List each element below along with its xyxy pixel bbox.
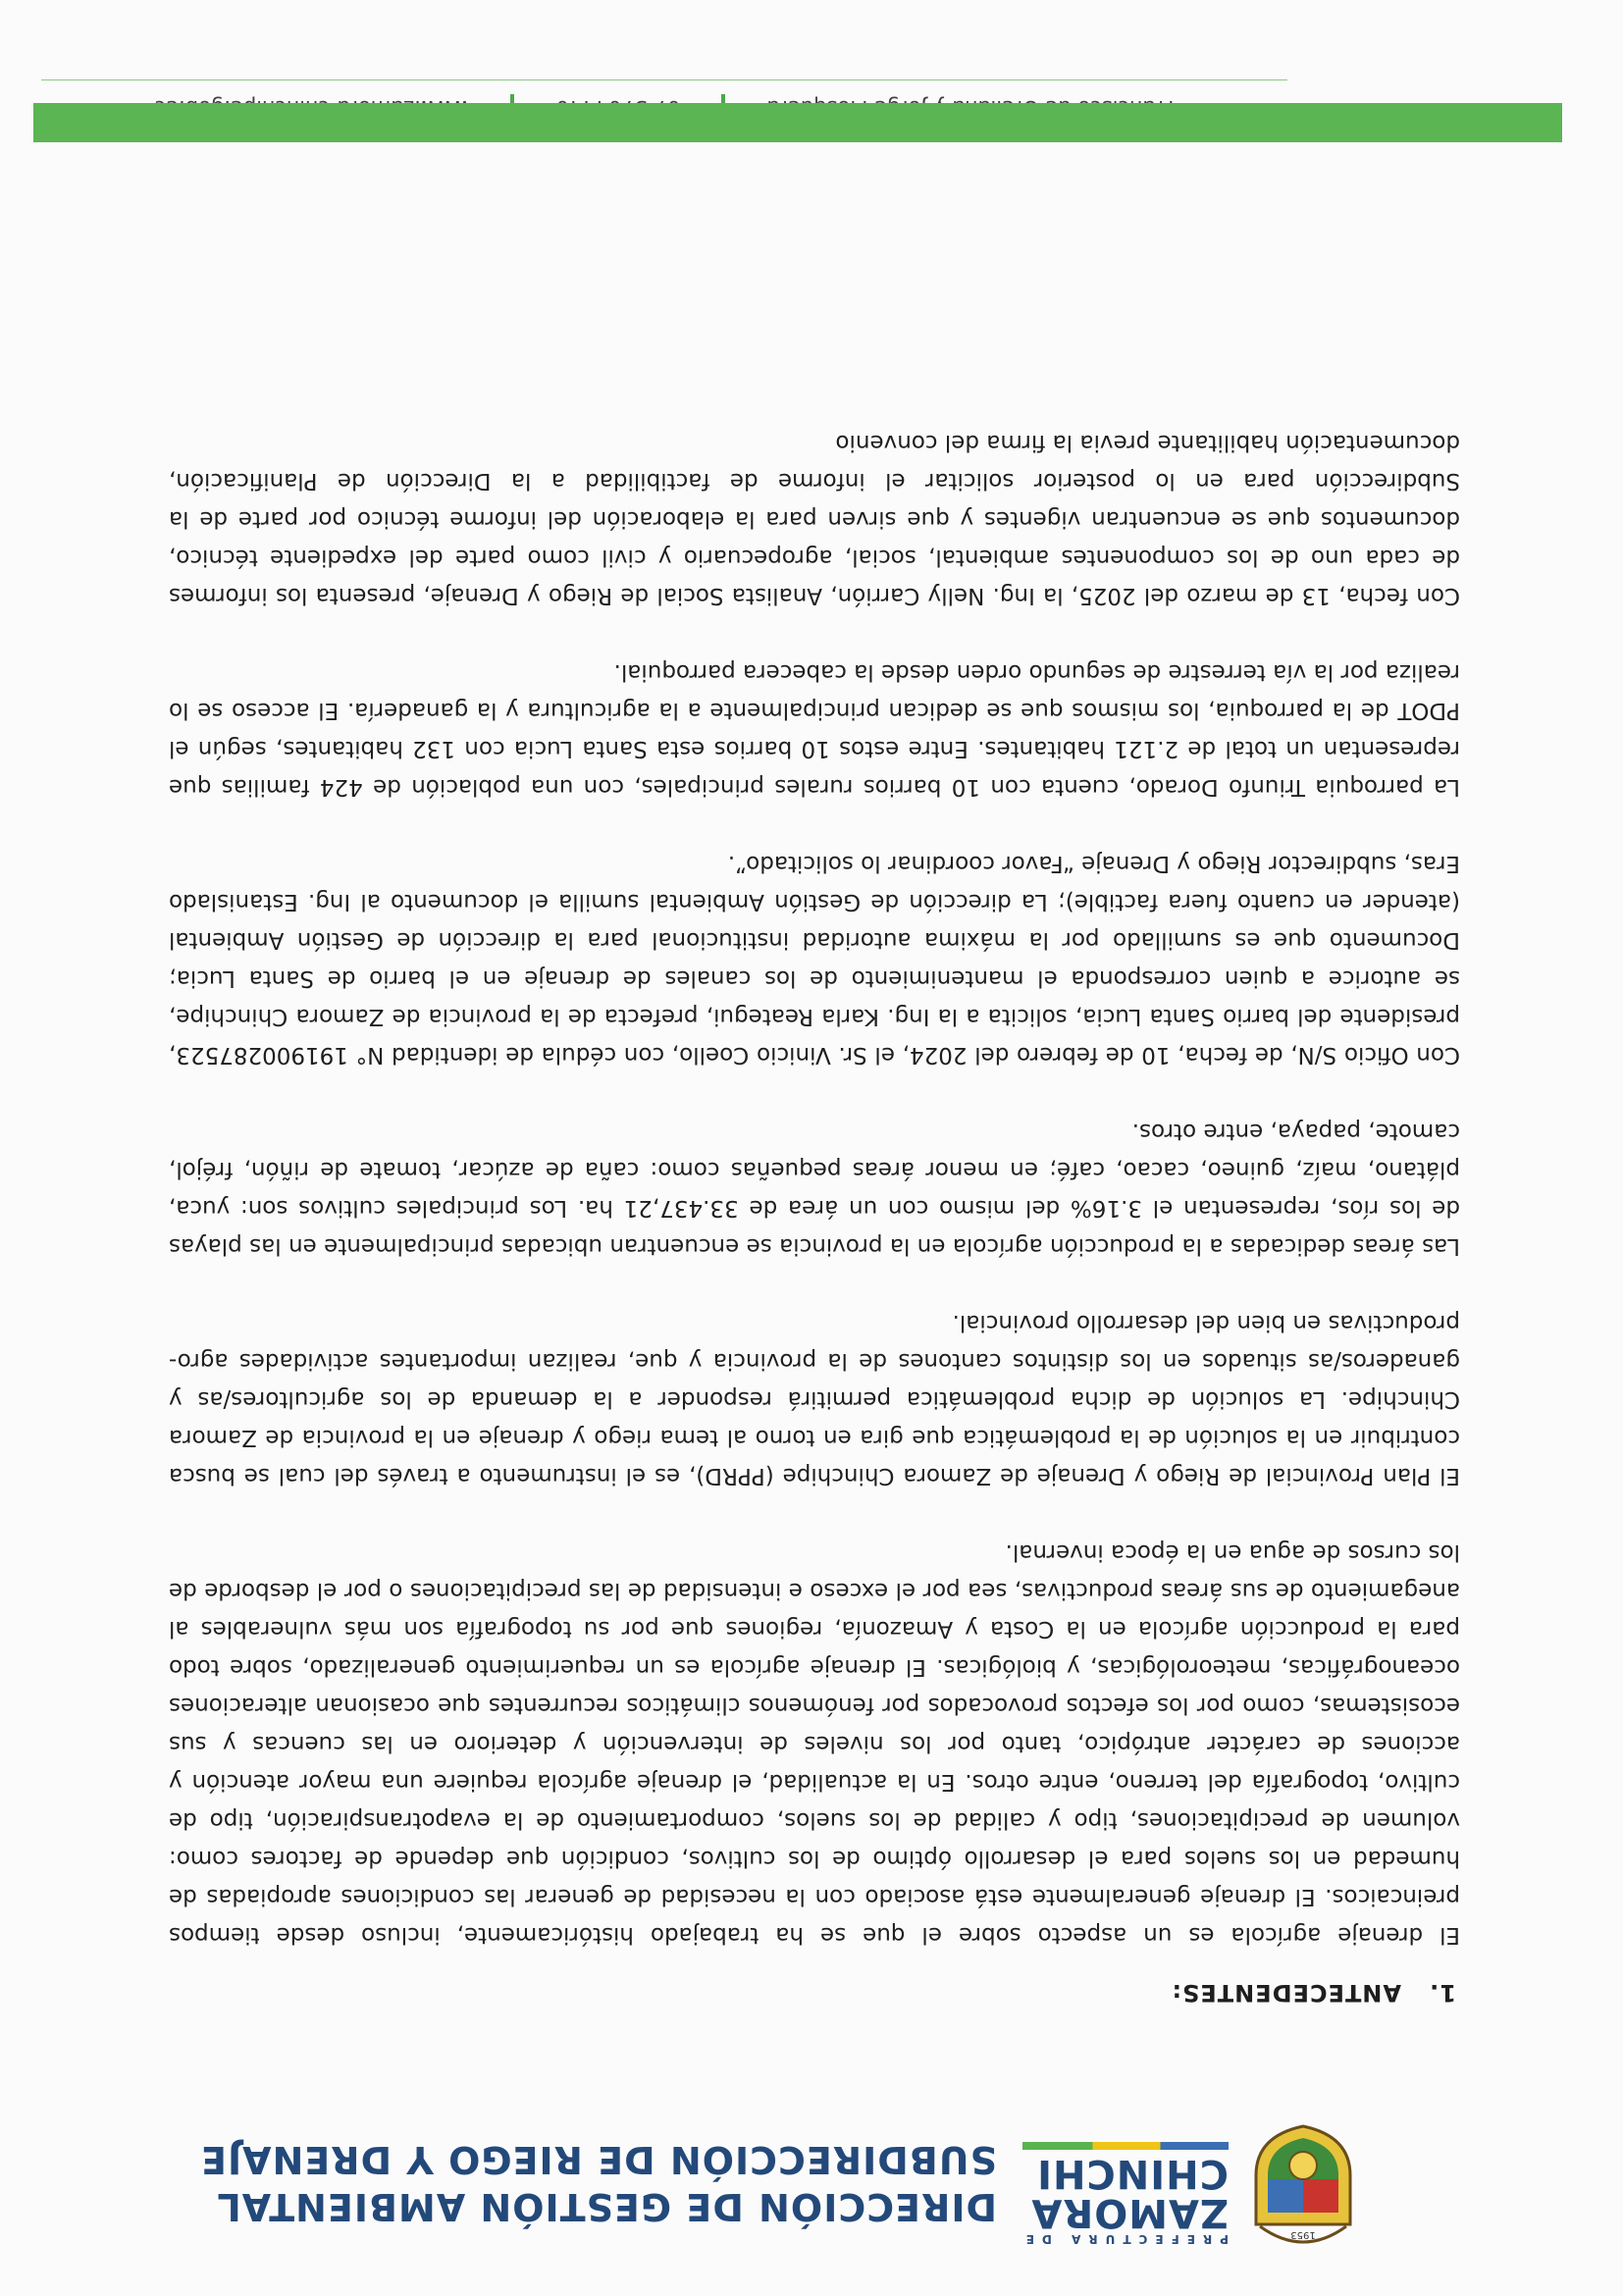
letterhead [0,2119,1358,2252]
department-line1: DIRECCIÓN DE GESTIÓN AMBIENTAL [216,2185,997,2228]
section-title: ANTECEDENTES: [1171,1979,1401,2007]
paragraph-informes: Con fecha, 13 de marzo del 2025, la Ing. Nelly Carrión, Analista Social de Riego y Drenaje, presenta los informes de cada uno de los componentes ambiental, social, agropecuario y civil como parte del expediente técnico, documentos que se encuentran vigentes y que sirven para la elaboración del informe técnico por parte de la Subdirección para en lo posterior solicitar el informe de factibilidad a la Dirección de Planificación, documentación habilitante previa la firma del convenio [169,430,1460,608]
brand-block [1019,2142,1229,2246]
section-heading [169,1973,1456,2011]
brand-name-line2: CHINCHI [1036,2151,1229,2196]
brand-prefix: PREFECTURA DE [1018,2232,1229,2246]
paragraph-areas-agricolas: Las áreas dedicadas a la producción agrícola en la provincia se encuentran ubicadas principalmente en las playas de los ríos, representan el 3.16% del mismo con un área de 33.437,21 ha. Los principales cultivos son: yuca, plátano, maíz, guineo, cacao, café; en menor áreas pequeñas como: caña de azúcar, tomate de riñón, fréjol, camote, papaya, entre otros. [169,1119,1460,1259]
bottom-green-bar [33,103,1562,142]
department-title [200,2136,997,2230]
coat-of-arms-icon [1244,2124,1362,2252]
brand-name-line1: ZAMORA [1030,2190,1229,2235]
section-number: 1. [1429,1979,1456,2007]
document-body [169,385,1460,2011]
brand-color-strip [1022,2142,1229,2150]
paragraph-oficio: Con Oficio S/N, de fecha, 10 de febrero del 2024, el Sr. Vinicio Coello, con cédula de identidad N° 191900287523, presidente del barrio Santa Lucia, solicita a la Ing. Karla Reategui, prefecta de la provincia de Zamora Chinchipe, se autorice a quien corresponda el mantenimiento de los canales de drenaje en el barrio de Santa Lucia; Documento que es sumillado por la máxima autoridad institucional para la dirección de Gestión Ambiental (atender en cuanto fuera factible); La dirección de Gestión Ambiental sumilla el documento al Ing. Estanislado Eras, subdirector Riego y Drenaje “Favor coordinar lo solicitado”. [169,851,1460,1068]
footer-bottom-rule [41,79,1287,80]
paragraph-drenaje: El drenaje agrícola es un aspecto sobre el que se ha trabajado históricamente, incluso desde tiempos preincaicos. El drenaje generalmente está asociado con la necesidad de generar las condiciones apropiadas de humedad en los suelos para el desarrollo óptimo de los cultivos, condición que depende de factores como: volumen de precipitaciones, tipo y calidad de los suelos, comportamiento de la evapotranspiración, tipo de cultivo, topografía del terreno, entre otros. En la actualidad, el drenaje agrícola requiere una mayor atención y acciones de carácter antrópico, tanto por los niveles de intervención y deterioro en las cuencas y sus ecosistemas, como por los efectos provocados por fenómenos climáticos recurrentes que ocasionan alteraciones oceanográficas, meteorológicas, y biológicas. El drenaje agrícola es un requerimiento generalizado, sobre todo para la producción agrícola en la Costa y Amazonía, regiones que por su topografía son más vulnerables al anegamiento de sus áreas productivas, sea por el exceso e intensidad de las precipitaciones o por el desborde de los cursos de agua en la época invernal. [169,1539,1460,1948]
paragraph-plan-provincial: El Plan Provincial de Riego y Drenaje de Zamora Chinchipe (PPRD), es el instrumento a través del cual se busca contribuir en la solución de la problemática que gira en torno al tema riego y drenaje en la provincia de Zamora Chinchipe. La solución de dicha problemática permitirá responder a la demanda de los agricultores/as y ganaderos/as situados en los distintos cantones de la provincia y que, realizan importantes actividades agro-productivas en bien del desarrollo provincial. [169,1310,1460,1488]
department-line2: SUBDIRECCIÓN DE RIEGO Y DRENAJE [200,2138,997,2181]
paragraph-parroquia: La parroquia Triunfo Dorado, cuenta con 10 barrios rurales principales, con una población de 424 familias que representan un total de 2.121 habitantes. Entre estos 10 barrios esta Santa Lucia con 132 habitantes, según el PDOT de la parroquia, los mismos que se dedican principalmente a la agricultura y la ganadería. El acceso se lo realiza por la vía terrestre de segundo orden desde la cabecera parroquial. [169,659,1460,800]
seal-year: 1953 [1290,2229,1316,2240]
